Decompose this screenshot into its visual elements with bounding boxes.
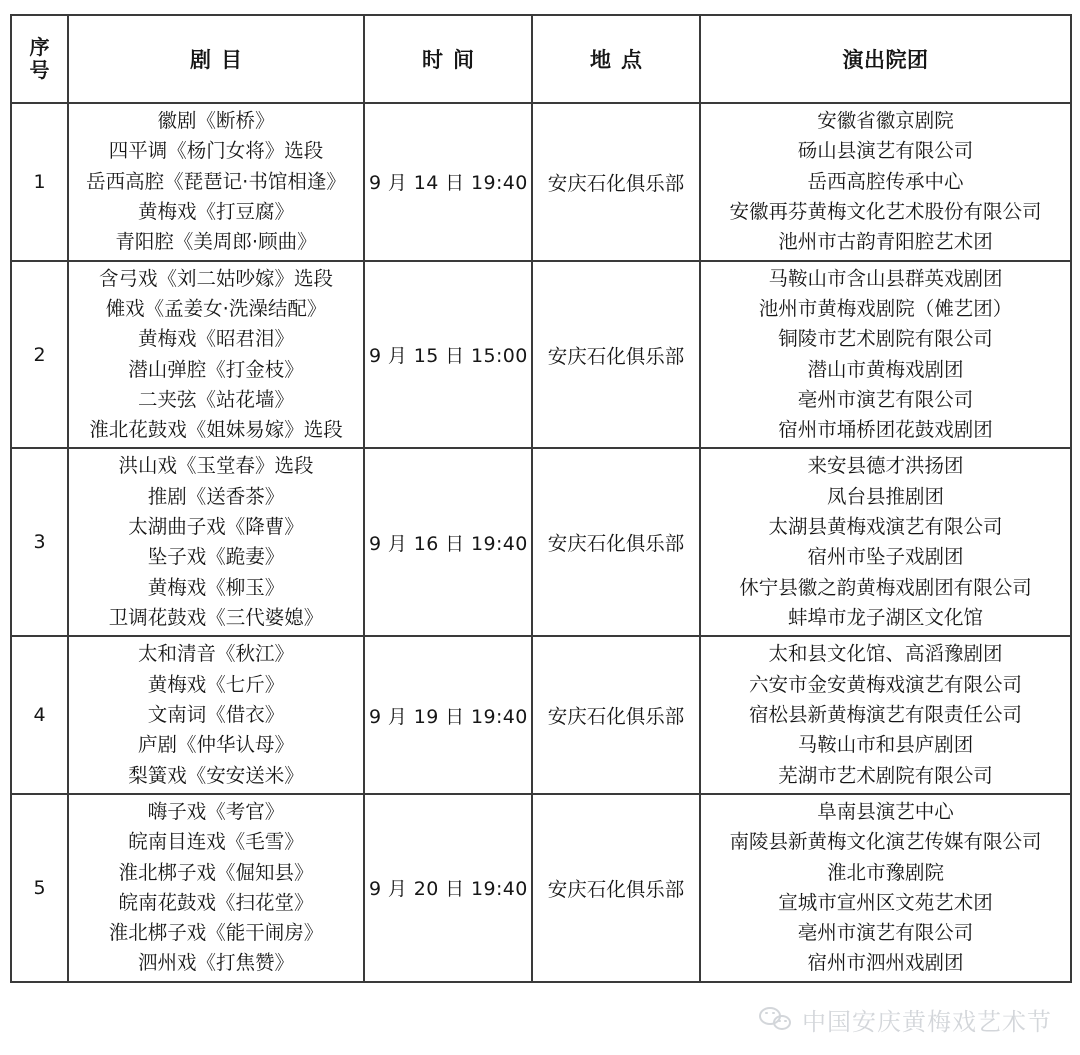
column-header-place xyxy=(532,15,700,103)
play-title: 皖南花鼓戏《扫花堂》 xyxy=(118,890,314,914)
troupe-name: 亳州市演艺有限公司 xyxy=(797,921,974,945)
play-title: 泗州戏《打焦赞》 xyxy=(137,951,294,975)
troupe-name: 休宁县徽之韵黄梅戏剧团有限公司 xyxy=(739,575,1032,599)
header-row xyxy=(11,15,1071,103)
cell-plays xyxy=(68,261,364,449)
play-title: 推剧《送香茶》 xyxy=(147,484,285,508)
play-title: 庐剧《仲华认母》 xyxy=(137,733,294,757)
troupe-name: 淮北市豫剧院 xyxy=(826,860,944,884)
troupe-name: 蚌埠市龙子湖区文化馆 xyxy=(787,606,983,629)
column-header-troupe-label: 演出院团 xyxy=(842,48,929,72)
troupe-name: 池州市黄梅戏剧院（傩艺团） xyxy=(758,296,1013,320)
troupe-name: 铜陵市艺术剧院有限公司 xyxy=(778,327,993,351)
troupe-name: 六安市金安黄梅戏演艺有限公司 xyxy=(748,672,1022,696)
cell-place: 安庆石化俱乐部 xyxy=(532,794,700,982)
troupe-name: 宿松县新黄梅演艺有限责任公司 xyxy=(748,702,1022,726)
play-title: 梨簧戏《安安送米》 xyxy=(128,763,304,787)
cell-time: 9 月 15 日 15:00 xyxy=(364,261,532,449)
cell-troupes xyxy=(700,103,1071,261)
column-header-play-label: 剧目 xyxy=(190,48,252,72)
play-title: 洪山戏《玉堂春》选段 xyxy=(118,454,314,478)
cell-time: 9 月 20 日 19:40 xyxy=(364,794,532,982)
column-header-index xyxy=(11,15,68,103)
cell-time: 9 月 19 日 19:40 xyxy=(364,636,532,794)
play-title: 卫调花鼓戏《三代婆媳》 xyxy=(108,606,324,629)
troupe-name: 芜湖市艺术剧院有限公司 xyxy=(778,763,993,787)
cell-index: 4 xyxy=(11,636,68,794)
cell-time: 9 月 16 日 19:40 xyxy=(364,448,532,636)
play-title: 黄梅戏《柳玉》 xyxy=(147,575,285,599)
play-title: 黄梅戏《打豆腐》 xyxy=(137,199,294,223)
cell-index: 2 xyxy=(11,261,68,449)
play-title: 傩戏《孟姜女·洗澡结配》 xyxy=(105,296,327,320)
table-row xyxy=(11,636,1071,794)
column-header-index-line1: 序 xyxy=(29,34,50,59)
play-title: 潜山弹腔《打金枝》 xyxy=(128,357,304,381)
cell-troupes xyxy=(700,636,1071,794)
table-row xyxy=(11,261,1071,449)
cell-plays xyxy=(68,636,364,794)
play-title: 淮北花鼓戏《姐妹易嫁》选段 xyxy=(89,418,343,442)
cell-index: 3 xyxy=(11,448,68,636)
cell-plays xyxy=(68,448,364,636)
troupe-name: 安徽省徽京剧院 xyxy=(817,109,954,132)
troupe-name: 砀山县演艺有限公司 xyxy=(797,139,974,163)
table-row xyxy=(11,448,1071,636)
play-title: 黄梅戏《七斤》 xyxy=(147,672,285,696)
troupe-name: 池州市古韵青阳腔艺术团 xyxy=(778,230,993,254)
troupe-name: 南陵县新黄梅文化演艺传媒有限公司 xyxy=(729,830,1042,854)
play-title: 岳西高腔《琵琶记·书馆相逢》 xyxy=(86,169,346,193)
column-header-index-line2: 号 xyxy=(29,58,50,82)
troupe-name: 宿州市泗州戏剧团 xyxy=(807,951,964,975)
troupe-name: 岳西高腔传承中心 xyxy=(807,169,964,193)
cell-troupes xyxy=(700,794,1071,982)
play-title: 淮北梆子戏《能干闹房》 xyxy=(108,921,324,945)
column-header-time xyxy=(364,15,532,103)
troupe-name: 来安县德才洪扬团 xyxy=(807,454,964,478)
performance-schedule-table xyxy=(10,14,1072,983)
cell-place: 安庆石化俱乐部 xyxy=(532,261,700,449)
play-title: 黄梅戏《昭君泪》 xyxy=(137,327,294,351)
cell-place: 安庆石化俱乐部 xyxy=(532,103,700,261)
play-title: 四平调《杨门女将》选段 xyxy=(108,139,324,163)
troupe-name: 宣城市宣州区文苑艺术团 xyxy=(778,890,993,914)
cell-place: 安庆石化俱乐部 xyxy=(532,636,700,794)
column-header-troupe xyxy=(700,15,1071,103)
cell-troupes xyxy=(700,261,1071,449)
cell-index: 5 xyxy=(11,794,68,982)
footer-watermark xyxy=(759,1002,1052,1037)
table-row xyxy=(11,103,1071,261)
play-title: 淮北梆子戏《倔知县》 xyxy=(118,860,314,884)
cell-troupes xyxy=(700,448,1071,636)
troupe-name: 马鞍山市和县庐剧团 xyxy=(797,733,974,757)
play-title: 二夹弦《站花墙》 xyxy=(137,387,294,411)
troupe-name: 亳州市演艺有限公司 xyxy=(797,387,974,411)
troupe-name: 安徽再芬黄梅文化艺术股份有限公司 xyxy=(729,199,1042,223)
play-title: 徽剧《断桥》 xyxy=(157,109,275,132)
column-header-play xyxy=(68,15,364,103)
column-header-time-label: 时间 xyxy=(422,48,484,72)
play-title: 文南词《借衣》 xyxy=(147,702,285,726)
troupe-name: 凤台县推剧团 xyxy=(826,484,944,508)
play-title: 青阳腔《美周郎·顾曲》 xyxy=(115,230,317,254)
play-title: 坠子戏《跪妻》 xyxy=(147,545,285,569)
troupe-name: 阜南县演艺中心 xyxy=(817,799,954,823)
play-title: 含弓戏《刘二姑吵嫁》选段 xyxy=(98,266,333,290)
table-body xyxy=(11,103,1071,982)
troupe-name: 太和县文化馆、高滔豫剧团 xyxy=(768,642,1003,666)
troupe-name: 马鞍山市含山县群英戏剧团 xyxy=(768,266,1003,290)
cell-plays xyxy=(68,794,364,982)
troupe-name: 太湖县黄梅戏演艺有限公司 xyxy=(768,515,1003,539)
troupe-name: 宿州市埇桥团花鼓戏剧团 xyxy=(778,418,993,442)
column-header-place-label: 地点 xyxy=(590,48,652,72)
cell-plays xyxy=(68,103,364,261)
table-row xyxy=(11,794,1071,982)
play-title: 太和清音《秋江》 xyxy=(137,642,294,666)
wechat-icon xyxy=(759,1006,793,1034)
footer-account-name: 中国安庆黄梅戏艺术节 xyxy=(802,1008,1052,1036)
play-title: 嗨子戏《考官》 xyxy=(147,799,285,823)
cell-place: 安庆石化俱乐部 xyxy=(532,448,700,636)
play-title: 太湖曲子戏《降曹》 xyxy=(128,515,304,539)
troupe-name: 宿州市坠子戏剧团 xyxy=(807,545,964,569)
play-title: 皖南目连戏《毛雪》 xyxy=(128,830,304,854)
table-header xyxy=(11,15,1071,103)
cell-time: 9 月 14 日 19:40 xyxy=(364,103,532,261)
troupe-name: 潜山市黄梅戏剧团 xyxy=(807,357,964,381)
cell-index: 1 xyxy=(11,103,68,261)
